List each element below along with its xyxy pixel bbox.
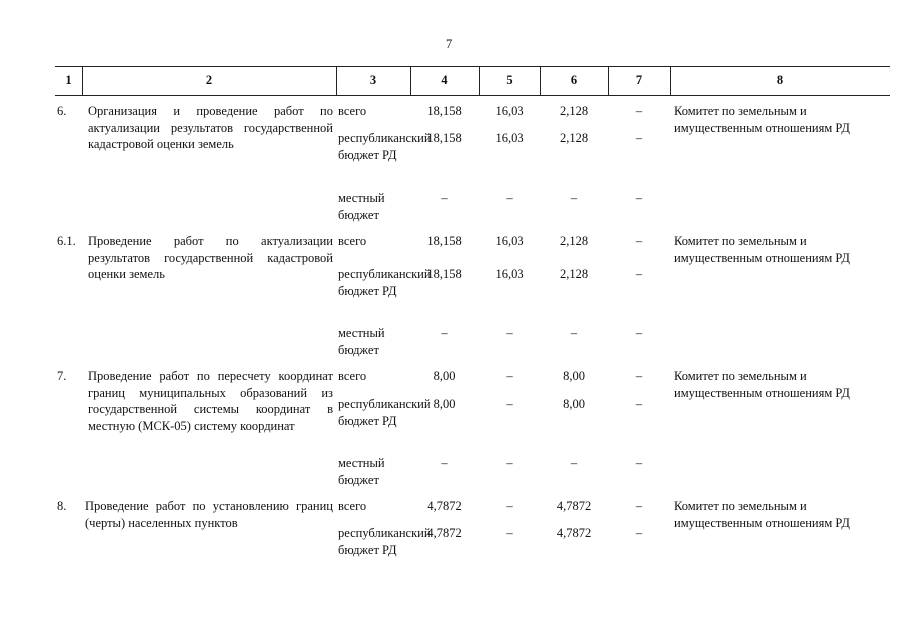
value-col6: 2,128 [559, 104, 589, 118]
source-label: республиканский бюджет РД [338, 267, 431, 298]
value-col6: 2,128 [559, 267, 589, 281]
source-label: местный бюджет [338, 326, 385, 357]
value-col5: – [506, 326, 513, 340]
value-col7: – [635, 326, 643, 340]
value-col5: – [506, 397, 513, 411]
value-col6: 4,7872 [556, 499, 592, 513]
row-title: Проведение работ по актуализации результатов государственной кадастровой оценки земель [88, 234, 333, 281]
value-col6: – [570, 191, 578, 205]
source-label: республиканский бюджет РД [338, 526, 431, 557]
value-col7: – [635, 131, 643, 145]
row-title: Проведение работ по пересчету координат границ муниципальных образований из государственной системы координат в местную (МСК-05) систему координат [88, 369, 333, 433]
source-label: всего [338, 104, 367, 118]
value-col4: 4,7872 [427, 526, 462, 540]
value-col5: – [506, 456, 513, 470]
value-col7: – [635, 234, 643, 248]
value-col5: 16,03 [495, 131, 524, 145]
value-col6: – [570, 456, 578, 470]
value-col6: 8,00 [563, 369, 585, 383]
row-title: Проведение работ по установлению границ (черты) населенных пунктов [85, 499, 333, 530]
header-col-8: 8 [776, 73, 784, 87]
value-col4: 4,7872 [427, 499, 462, 513]
header-col-4: 4 [441, 73, 448, 87]
header-top-rule [55, 66, 890, 67]
value-col5: 16,03 [495, 267, 524, 281]
header-col-5: 5 [506, 73, 513, 87]
header-col-6: 6 [570, 73, 578, 87]
value-col4: – [441, 191, 448, 205]
value-col4: 18,158 [427, 131, 462, 145]
value-col5: – [506, 191, 513, 205]
value-col4: 8,00 [433, 369, 456, 383]
value-col6: 2,128 [559, 131, 589, 145]
value-col5: – [506, 369, 513, 383]
source-label: республиканский бюджет РД [338, 397, 431, 428]
source-label: всего [338, 369, 367, 383]
header-col-3: 3 [369, 73, 377, 87]
header-col-2: 2 [205, 73, 213, 87]
row-number: 8. [57, 499, 67, 513]
value-col7: – [635, 369, 643, 383]
value-col7: – [635, 456, 643, 470]
value-col4: 18,158 [427, 234, 462, 248]
value-col7: – [635, 267, 643, 281]
value-col5: – [506, 499, 513, 513]
source-label: местный бюджет [338, 456, 385, 487]
value-col6: 2,128 [559, 234, 589, 248]
value-col4: – [441, 456, 448, 470]
value-col7: – [635, 104, 643, 118]
value-col7: – [635, 499, 643, 513]
value-col4: – [441, 326, 448, 340]
row-number: 6. [57, 104, 67, 118]
value-col6: – [570, 326, 578, 340]
value-col5: 16,03 [495, 234, 524, 248]
header-col-7: 7 [635, 73, 643, 87]
row-title: Организация и проведение работ по актуализации результатов государственной кадастровой оценки земель [88, 104, 333, 151]
value-col7: – [635, 397, 643, 411]
value-col6: 8,00 [563, 397, 585, 411]
source-label: местный бюджет [338, 191, 385, 222]
value-col4: 18,158 [427, 267, 462, 281]
value-col7: – [635, 191, 643, 205]
value-col6: 4,7872 [556, 526, 592, 540]
value-col4: 8,00 [433, 397, 456, 411]
header-col-1: 1 [65, 73, 72, 87]
page-number: 7 [446, 37, 453, 51]
value-col4: 18,158 [427, 104, 462, 118]
source-label: всего [338, 234, 367, 248]
executor: Комитет по земельным и имущественным отношениям РД [674, 499, 850, 530]
source-label: республиканский бюджет РД [338, 131, 431, 162]
source-label: всего [338, 499, 367, 513]
value-col5: – [506, 526, 513, 540]
executor: Комитет по земельным и имущественным отношениям РД [674, 104, 850, 135]
executor: Комитет по земельным и имущественным отношениям РД [674, 369, 850, 400]
value-col5: 16,03 [495, 104, 524, 118]
row-number: 7. [57, 369, 67, 383]
header-bottom-rule [55, 95, 890, 96]
value-col7: – [635, 526, 643, 540]
executor: Комитет по земельным и имущественным отношениям РД [674, 234, 850, 265]
row-number: 6.1. [57, 234, 76, 248]
